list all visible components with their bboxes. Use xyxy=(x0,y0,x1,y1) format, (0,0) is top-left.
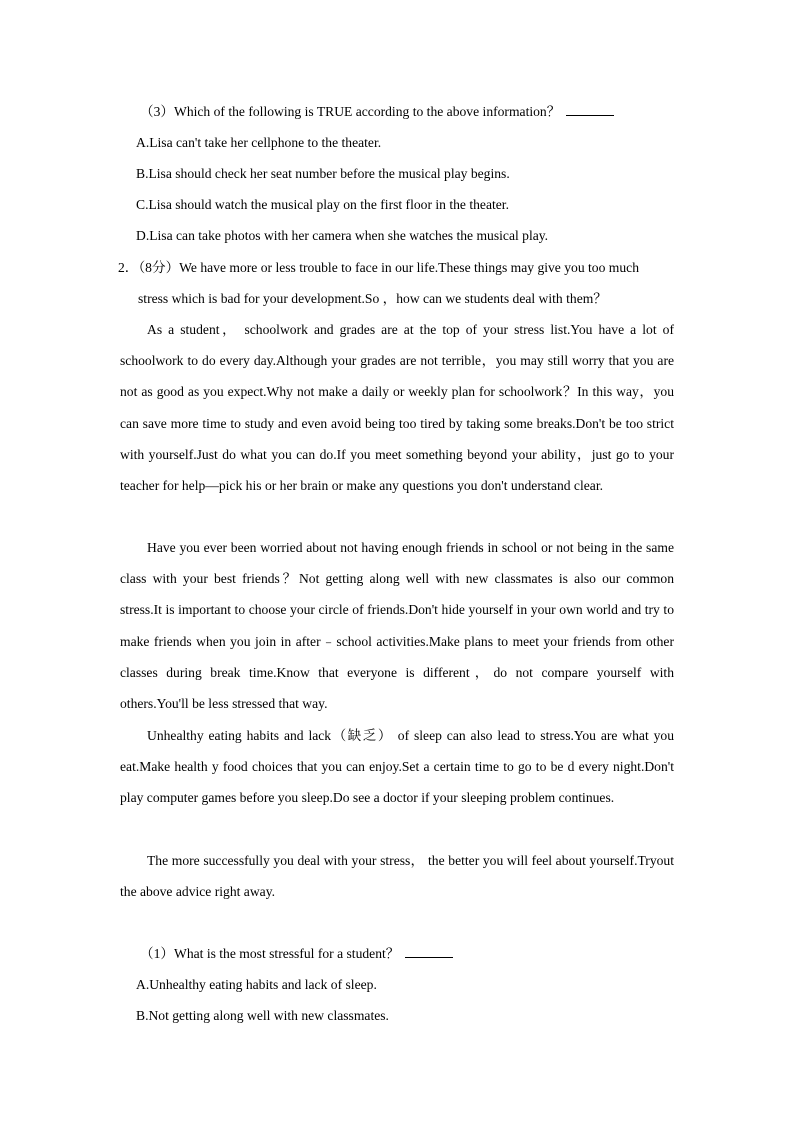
question-1-option-b: B.Not getting along well with new classmates. xyxy=(136,1008,389,1023)
item-2-intro-line-1: 2．（8分）We have more or less trouble to face in our life.These things may give you too much xyxy=(118,260,639,275)
question-3-option-c: C.Lisa should watch the musical play on the first floor in the theater. xyxy=(136,197,509,212)
passage-paragraph-4: The more successfully you deal with your stress， the better you will feel about yourself.Tryout the above advice right away. xyxy=(120,853,674,900)
item-2-intro-line-2: stress which is bad for your development.So ，how can we students deal with them？ xyxy=(138,291,607,306)
answer-blank xyxy=(566,103,614,116)
answer-blank xyxy=(405,945,453,958)
question-3-stem: （3）Which of the following is TRUE according to the above information？ xyxy=(140,103,614,121)
question-3-option-a: A.Lisa can't take her cellphone to the theater. xyxy=(136,135,382,150)
question-1-option-a: A.Unhealthy eating habits and lack of sleep. xyxy=(136,977,377,992)
question-3-option-b: B.Lisa should check her seat number before the musical play begins. xyxy=(136,166,510,181)
passage-paragraph-3: Unhealthy eating habits and lack（缺乏） of sleep can also lead to stress.You are what you eat.Make health y food choices that you can enjoy.Set a certain time to go to be d every night.Don't play computer games before you sleep.Do see a doctor if your sleeping problem continues. xyxy=(120,728,674,806)
question-1-stem: （1）What is the most stressful for a student？ xyxy=(140,945,453,963)
passage-paragraph-1: As a student， schoolwork and grades are at the top of your stress list.You have a lot of schoolwork to do every day.Although your grades are not terrible，you may still worry that you are not as good as you expect.Why not make a daily or weekly plan for schoolwork？In this way，you can save more time to study and even avoid being too tired by taking some breaks.Don't be too strict with yourself.Just do what you can do.If you meet something beyond your ability，just go to your teacher for help—pick his or her brain or make any questions you don't understand clear. xyxy=(120,322,674,494)
passage-paragraph-2: Have you ever been worried about not having enough friends in school or not being in the same class with your best friends？Not getting along well with new classmates is also our common stress.It is important to choose your circle of friends.Don't hide yourself in your own world and try to make friends when you join in after﹣school activities.Make plans to meet your friends from other classes during break time.Know that everyone is different，do not compare yourself with others.You'll be less stressed that way. xyxy=(120,540,674,712)
question-3-option-d: D.Lisa can take photos with her camera when she watches the musical play. xyxy=(136,228,549,243)
